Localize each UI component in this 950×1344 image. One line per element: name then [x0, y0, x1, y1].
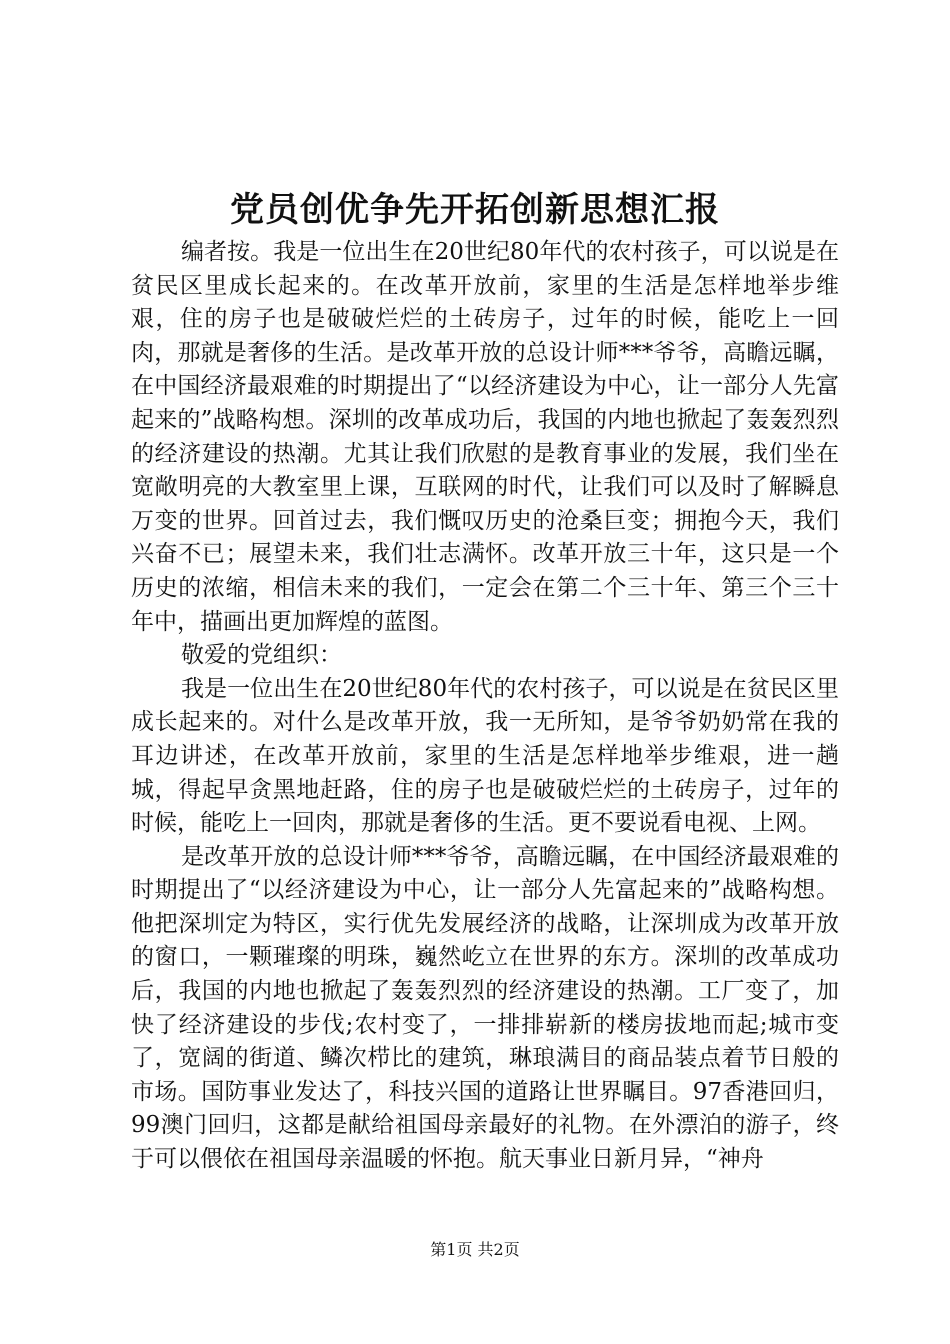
editor-note-paragraph: 编者按。我是一位出生在20世纪80年代的农村孩子，可以说是在贫民区里成长起来的。在改革开放前，家里的生活是怎样地举步维艰，住的房子也是破破烂烂的土砖房子，过年的时候，能吃上一回肉，那就是奢侈的生活。是改革开放的总设计师***爷爷，高瞻远瞩，在中国经济最艰难的时期提出了“以经济建设为中心，让一部分人先富起来的”战略构想。深圳的改革成功后，我国的内地也掀起了轰轰烈烈的经济建设的热潮。尤其让我们欣慰的是教育事业的发展，我们坐在宽敞明亮的大教室里上课，互联网的时代，让我们可以及时了解瞬息万变的世界。回首过去，我们慨叹历史的沧桑巨变；拥抱今天，我们兴奋不已；展望未来，我们壮志满怀。改革开放三十年，这只是一个历史的浓缩，相信未来的我们，一定会在第二个三十年、第三个三十年中，描画出更加辉煌的蓝图。 — [131, 239, 839, 635]
body-paragraph: 是改革开放的总设计师***爷爷，高瞻远瞩，在中国经济最艰难的时期提出了“以经济建设为中心，让一部分人先富起来的”战略构想。他把深圳定为特区，实行优先发展经济的战略，让深圳成为改革开放的窗口，一颗璀璨的明珠，巍然屹立在世界的东方。深圳的改革成功后，我国的内地也掀起了轰轰烈烈的经济建设的热潮。工厂变了，加快了经济建设的步伐;农村变了，一排排崭新的楼房拔地而起;城市变了，宽阔的街道、鳞次栉比的建筑，琳琅满目的商品装点着节日般的市场。国防事业发达了，科技兴国的道路让世界瞩目。97香港回归，99澳门回归，这都是献给祖国母亲最好的礼物。在外漂泊的游子，终于可以偎依在祖国母亲温暖的怀抱。航天事业日新月异，“神舟 — [131, 843, 839, 1173]
document-body — [131, 236, 839, 1177]
body-paragraph: 我是一位出生在20世纪80年代的农村孩子，可以说是在贫民区里成长起来的。对什么是改革开放，我一无所知，是爷爷奶奶常在我的耳边讲述，在改革开放前，家里的生活是怎样地举步维艰，进一趟城，得起早贪黑地赶路，住的房子也是破破烂烂的土砖房子，过年的时候，能吃上一回肉，那就是奢侈的生活。更不要说看电视、上网。 — [131, 675, 839, 837]
salutation: 敬爱的党组织： — [181, 642, 342, 669]
page-number-footer: 第1页 共2页 — [430, 1240, 520, 1259]
document-title: 党员创优争先开拓创新思想汇报 — [230, 190, 720, 230]
